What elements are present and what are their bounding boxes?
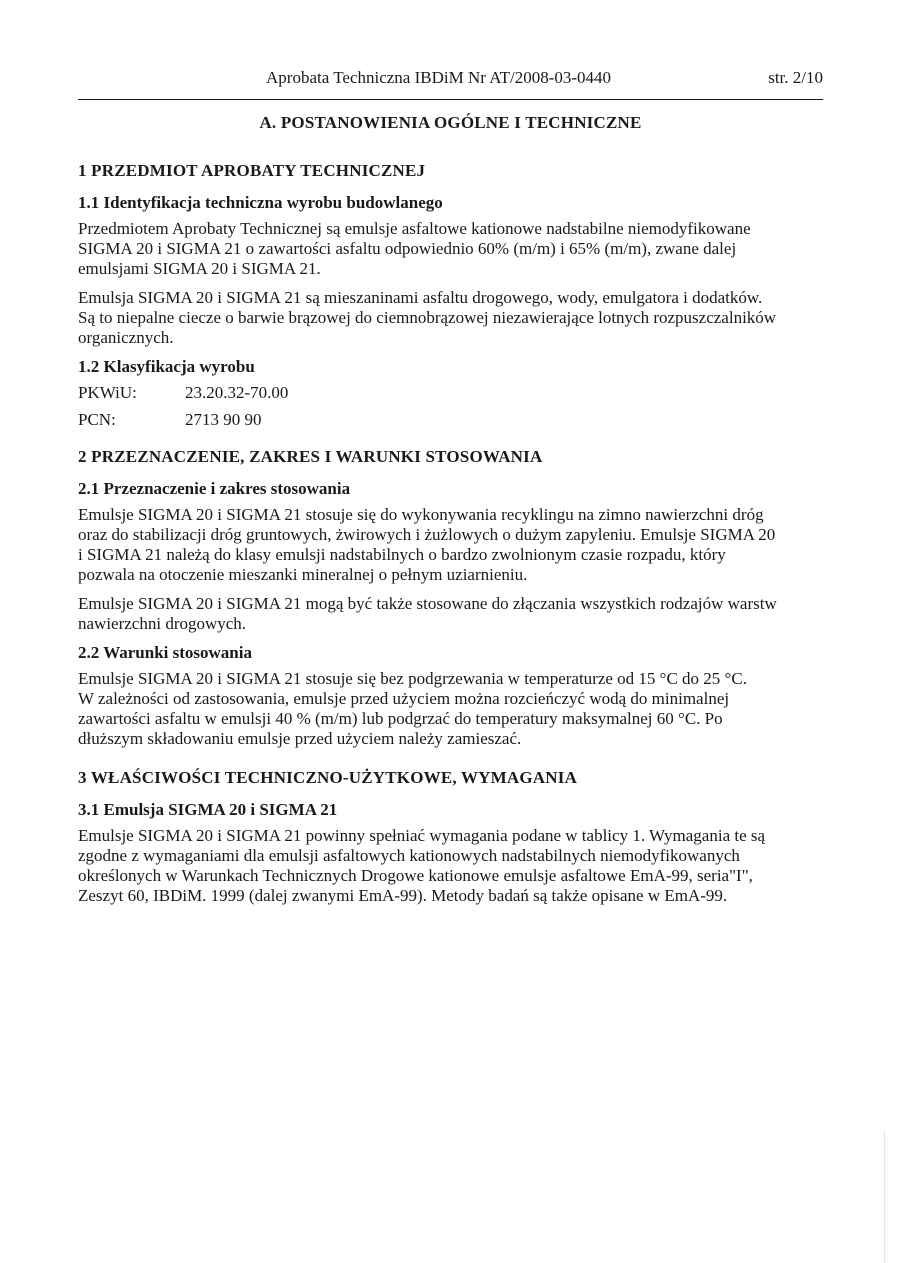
part-title: A. POSTANOWIENIA OGÓLNE I TECHNICZNE	[259, 113, 642, 132]
text-line: organicznych.	[78, 328, 174, 347]
header-rule	[78, 99, 823, 100]
section-1-1-paragraph-2	[78, 288, 823, 348]
classification-row-pkwiu	[78, 383, 823, 403]
text-line: Emulsja SIGMA 20 i SIGMA 21 są mieszaninami asfaltu drogowego, wody, emulgatora i dodatków.	[78, 288, 763, 307]
text-line: W zależności od zastosowania, emulsje przed użyciem można rozcieńczyć wodą do minimalnej	[78, 689, 730, 708]
text-line: Przedmiotem Aprobaty Technicznej są emulsje asfaltowe kationowe nadstabilne niemodyfikowane	[78, 219, 751, 238]
section-3-1-paragraph-1	[78, 826, 823, 906]
section-2-title: 2 PRZEZNACZENIE, ZAKRES I WARUNKI STOSOWANIA	[78, 447, 543, 466]
classification-row-pcn	[78, 410, 823, 430]
section-2-1-paragraph-2	[78, 594, 823, 634]
text-line: Emulsje SIGMA 20 i SIGMA 21 stosuje się do wykonywania recyklingu na zimno nawierzchni dróg	[78, 505, 764, 524]
text-line: i SIGMA 21 należą do klasy emulsji nadstabilnych o bardzo zwolnionym czasie rozpadu, który	[78, 545, 726, 564]
text-line: zgodne z wymaganiami dla emulsji asfaltowych kationowych nadstabilnych niemodyfikowanych	[78, 846, 740, 865]
text-line: Zeszyt 60, IBDiM. 1999 (dalej zwanymi EmA-99). Metody badań są także opisane w EmA-99.	[78, 886, 728, 905]
text-line: Są to niepalne ciecze o barwie brązowej do ciemnobrązowej niezawierające lotnych rozpuszczalników	[78, 308, 777, 327]
text-line: emulsjami SIGMA 20 i SIGMA 21.	[78, 259, 321, 278]
text-line: dłuższym składowaniu emulsje przed użyciem należy zamieszać.	[78, 729, 522, 748]
section-1-1-title: 1.1 Identyfikacja techniczna wyrobu budowlanego	[78, 193, 443, 212]
section-1-2-title: 1.2 Klasyfikacja wyrobu	[78, 357, 255, 376]
text-line: Emulsje SIGMA 20 i SIGMA 21 mogą być także stosowane do złączania wszystkich rodzajów warstw	[78, 594, 777, 613]
header-page-number: str. 2/10	[768, 68, 823, 87]
section-2-1-paragraph-1	[78, 505, 823, 585]
text-line: oraz do stabilizacji dróg gruntowych, żwirowych i żużlowych o dużym zapyleniu. Emulsje SIGMA 20	[78, 525, 776, 544]
text-line: zawartości asfaltu w emulsji 40 % (m/m) lub podgrzać do temperatury maksymalnej 60 °C. Po	[78, 709, 723, 728]
text-line: Emulsje SIGMA 20 i SIGMA 21 stosuje się bez podgrzewania w temperaturze od 15 °C do 25 °C.	[78, 669, 747, 688]
text-line: określonych w Warunkach Technicznych Drogowe kationowe emulsje asfaltowe EmA-99, seria"I",	[78, 866, 753, 885]
page-header	[78, 68, 823, 92]
classification-label: PCN:	[78, 410, 116, 429]
section-2-1-title: 2.1 Przeznaczenie i zakres stosowania	[78, 479, 351, 498]
header-title: Aprobata Techniczna IBDiM Nr AT/2008-03-0440	[266, 68, 612, 87]
section-1-title: 1 PRZEDMIOT APROBATY TECHNICZNEJ	[78, 161, 426, 180]
scan-edge-line	[884, 1130, 885, 1263]
classification-value: 23.20.32-70.00	[185, 383, 289, 402]
section-1-1-paragraph-1	[78, 219, 823, 279]
text-line: nawierzchni drogowych.	[78, 614, 247, 633]
text-line: SIGMA 20 i SIGMA 21 o zawartości asfaltu odpowiednio 60% (m/m) i 65% (m/m), zwane dalej	[78, 239, 737, 258]
section-2-2-paragraph-1	[78, 669, 823, 749]
classification-label: PKWiU:	[78, 383, 137, 402]
section-3-1-title: 3.1 Emulsja SIGMA 20 i SIGMA 21	[78, 800, 338, 819]
text-line: pozwala na otoczenie mieszanki mineralnej o pełnym uziarnieniu.	[78, 565, 528, 584]
document-body	[78, 113, 823, 915]
section-3-title: 3 WŁAŚCIWOŚCI TECHNICZNO-UŻYTKOWE, WYMAGANIA	[78, 768, 578, 787]
text-line: Emulsje SIGMA 20 i SIGMA 21 powinny spełniać wymagania podane w tablicy 1. Wymagania te są	[78, 826, 766, 845]
classification-value: 2713 90 90	[185, 410, 262, 429]
section-2-2-title: 2.2 Warunki stosowania	[78, 643, 252, 662]
